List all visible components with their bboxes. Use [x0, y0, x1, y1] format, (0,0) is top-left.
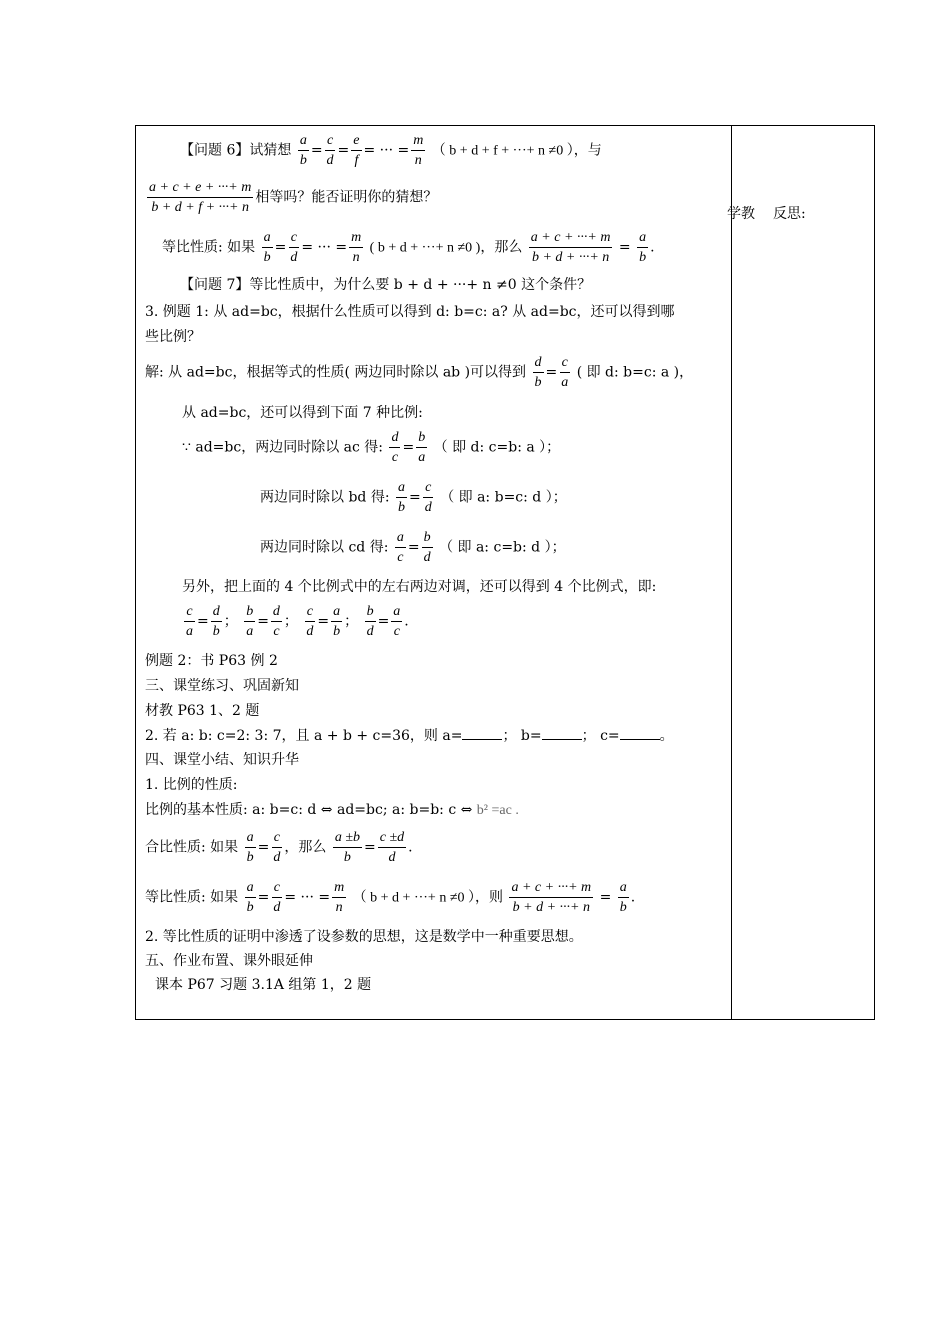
- compound-property: 合比性质: 如果 $\frac{a}{b}$ = $\frac{c}{d}$ ，那么 $\frac{a \pm b}{b}$ = $\frac{c \pm d}{d}$ .: [145, 830, 413, 865]
- example-1-line1: 3. 例题 1: 从 ad=bc，根据什么性质可以得到 d: b=c: a? 从 ad=bc，还可以得到哪: [145, 304, 675, 320]
- answer-blank-a[interactable]: [462, 727, 502, 740]
- homework: 课本 P67 习题 3.1A 组第 1，2 题: [155, 977, 372, 993]
- fraction: $\frac{c}{d}$: [290, 230, 298, 265]
- swap-line: 另外，把上面的 4 个比例式中的左右两边对调，还可以得到 4 个比例式，即:: [182, 579, 657, 595]
- fraction: $\frac{d}{b}$: [534, 355, 542, 390]
- fraction: $\frac{a}{b}$: [398, 480, 405, 515]
- big-fraction: $\frac{a + c + \cdot\cdot\cdot+ m}{b + d + \cdot\cdot\cdot+ n}$: [530, 230, 611, 265]
- fraction: $\frac{e}{f}$: [353, 133, 360, 168]
- column-divider: [731, 125, 732, 1020]
- fraction: $\frac{d}{b}$: [212, 604, 220, 639]
- fraction: $\frac{a}{b}$: [246, 880, 254, 915]
- problem-7: 【问题 7】等比性质中，为什么要 b + d + ···+ n ≠0 这个条件？: [180, 277, 592, 293]
- fraction: $\frac{b}{d}$: [366, 604, 374, 639]
- reflection-header: 学教 反思:: [727, 206, 806, 222]
- fraction: $\frac{b}{a}$: [418, 430, 426, 465]
- fraction: $\frac{c}{d}$: [326, 133, 334, 168]
- problem-6: 【问题 6】试猜想 $\frac{a}{b}$ = $\frac{c}{d}$ = $\frac{e}{f}$ = ··· = $\frac{m}{n}$ （ b + d + f + ···+ n ≠0 ），与: [180, 133, 602, 168]
- fraction: $\frac{b}{d}$: [423, 530, 431, 565]
- fraction: $\frac{c}{d}$: [273, 830, 281, 865]
- fraction: $\frac{a}{b}$: [246, 830, 254, 865]
- fraction: $\frac{b}{a}$: [246, 604, 254, 639]
- example-2: 例题 2：书 P63 例 2: [145, 653, 278, 669]
- big-fraction: $\frac{a + c + e + \cdot\cdot\cdot+ m}{b + d + f + \cdot\cdot\cdot+ n}$: [149, 180, 252, 215]
- proportion-row-3: 两边同时除以 cd 得: $\frac{a}{c}$ = $\frac{b}{d}$ （ 即 a: c=b: d ）；: [260, 530, 566, 565]
- geometric-property-1: 等比性质: 如果 $\frac{a}{b}$ = $\frac{c}{d}$ = ··· = $\frac{m}{n}$ ( b + d + ···+ n ≠0 )，那么 $\frac{a + c + \cdot\cdot\cdot+ m}{b + d + \cdot\cdot\cdot+ n}$ = $\frac{a}{b}$ .: [162, 230, 655, 265]
- summary-item-2: 2. 等比性质的证明中渗透了设参数的思想，这是数学中一种重要思想。: [145, 929, 583, 945]
- fraction: $\frac{a}{c}$: [393, 604, 401, 639]
- fraction: $\frac{a}{b}$: [333, 604, 341, 639]
- fraction: $\frac{d}{c}$: [272, 604, 280, 639]
- basic-property: 比例的基本性质: a: b=c: d ⇔ ad=bc; a: b=b: c ⇔ b² =ac .: [145, 802, 519, 818]
- geometric-property-2: 等比性质: 如果 $\frac{a}{b}$ = $\frac{c}{d}$ = ··· = $\frac{m}{n}$ （ b + d + ···+ n ≠0 ），则 $\frac{a + c + \cdot\cdot\cdot+ m}{b + d + \cdot\cdot\cdot+ n}$ = $\frac{a}{b}$ .: [145, 880, 636, 915]
- fraction: $\frac{a \pm b}{b}$: [334, 830, 360, 865]
- fraction: $\frac{a}{b}$: [619, 880, 627, 915]
- fraction: $\frac{m}{n}$: [413, 133, 424, 168]
- solution-line: 解: 从 ad=bc，根据等式的性质( 两边同时除以 ab )可以得到 $\frac{d}{b}$ = $\frac{c}{a}$ ( 即 d: b=c: a )，: [145, 355, 694, 390]
- section-5-title: 五、作业布置、课外眼延伸: [145, 953, 313, 969]
- answer-blank-c[interactable]: [620, 727, 660, 740]
- problem-2: 2. 若 a: b: c=2: 3: 7，且 a + b + c=36，则 a= ； b= ； c= 。: [145, 728, 674, 744]
- fraction: $\frac{a}{c}$: [396, 530, 404, 565]
- fraction: $\frac{c}{a}$: [561, 355, 569, 390]
- section-4-title: 四、课堂小结、知识升华: [145, 752, 299, 768]
- fraction: $\frac{m}{n}$: [334, 880, 345, 915]
- fraction: $\frac{c}{d}$: [273, 880, 281, 915]
- fraction: $\frac{m}{n}$: [351, 230, 362, 265]
- section-3-title: 三、课堂练习、巩固新知: [145, 678, 299, 694]
- summary-item-1: 1. 比例的性质:: [145, 777, 238, 793]
- problem-6-question: $\frac{a + c + e + \cdot\cdot\cdot+ m}{b + d + f + \cdot\cdot\cdot+ n}$ 相等吗？能否证明你的猜想？: [149, 180, 438, 215]
- textbook-exercise: 材教 P63 1、2 题: [145, 703, 260, 719]
- proportion-row-1: ∵ ad=bc，两边同时除以 ac 得: $\frac{d}{c}$ = $\frac{b}{a}$ （ 即 d: c=b: a ）；: [182, 430, 561, 465]
- fraction: $\frac{a}{b}$: [639, 230, 647, 265]
- big-fraction: $\frac{a + c + \cdot\cdot\cdot+ m}{b + d + \cdot\cdot\cdot+ n}$: [511, 880, 592, 915]
- four-proportions: $\frac{c}{a}$ = $\frac{d}{b}$ ； $\frac{b}{a}$ = $\frac{d}{c}$ ； $\frac{c}{d}$ = $\frac{a}{b}$ ； $\frac{b}{d}$ = $\frac{a}{c}$ .: [186, 604, 409, 639]
- fraction: $\frac{a}{b}$: [263, 230, 271, 265]
- proportion-row-2: 两边同时除以 bd 得: $\frac{a}{b}$ = $\frac{c}{d}$ （ 即 a: b=c: d ）；: [260, 480, 567, 515]
- fraction: $\frac{c}{d}$: [306, 604, 314, 639]
- example-1-line2: 些比例？: [145, 329, 201, 345]
- fraction: $\frac{c}{d}$: [424, 480, 432, 515]
- fraction: $\frac{a}{b}$: [299, 133, 307, 168]
- fraction: $\frac{c \pm d}{d}$: [379, 830, 405, 865]
- seven-proportions-line: 从 ad=bc，还可以得到下面 7 种比例:: [182, 405, 423, 421]
- answer-blank-b[interactable]: [542, 727, 582, 740]
- fraction: $\frac{c}{a}$: [186, 604, 193, 639]
- fraction: $\frac{d}{c}$: [391, 430, 399, 465]
